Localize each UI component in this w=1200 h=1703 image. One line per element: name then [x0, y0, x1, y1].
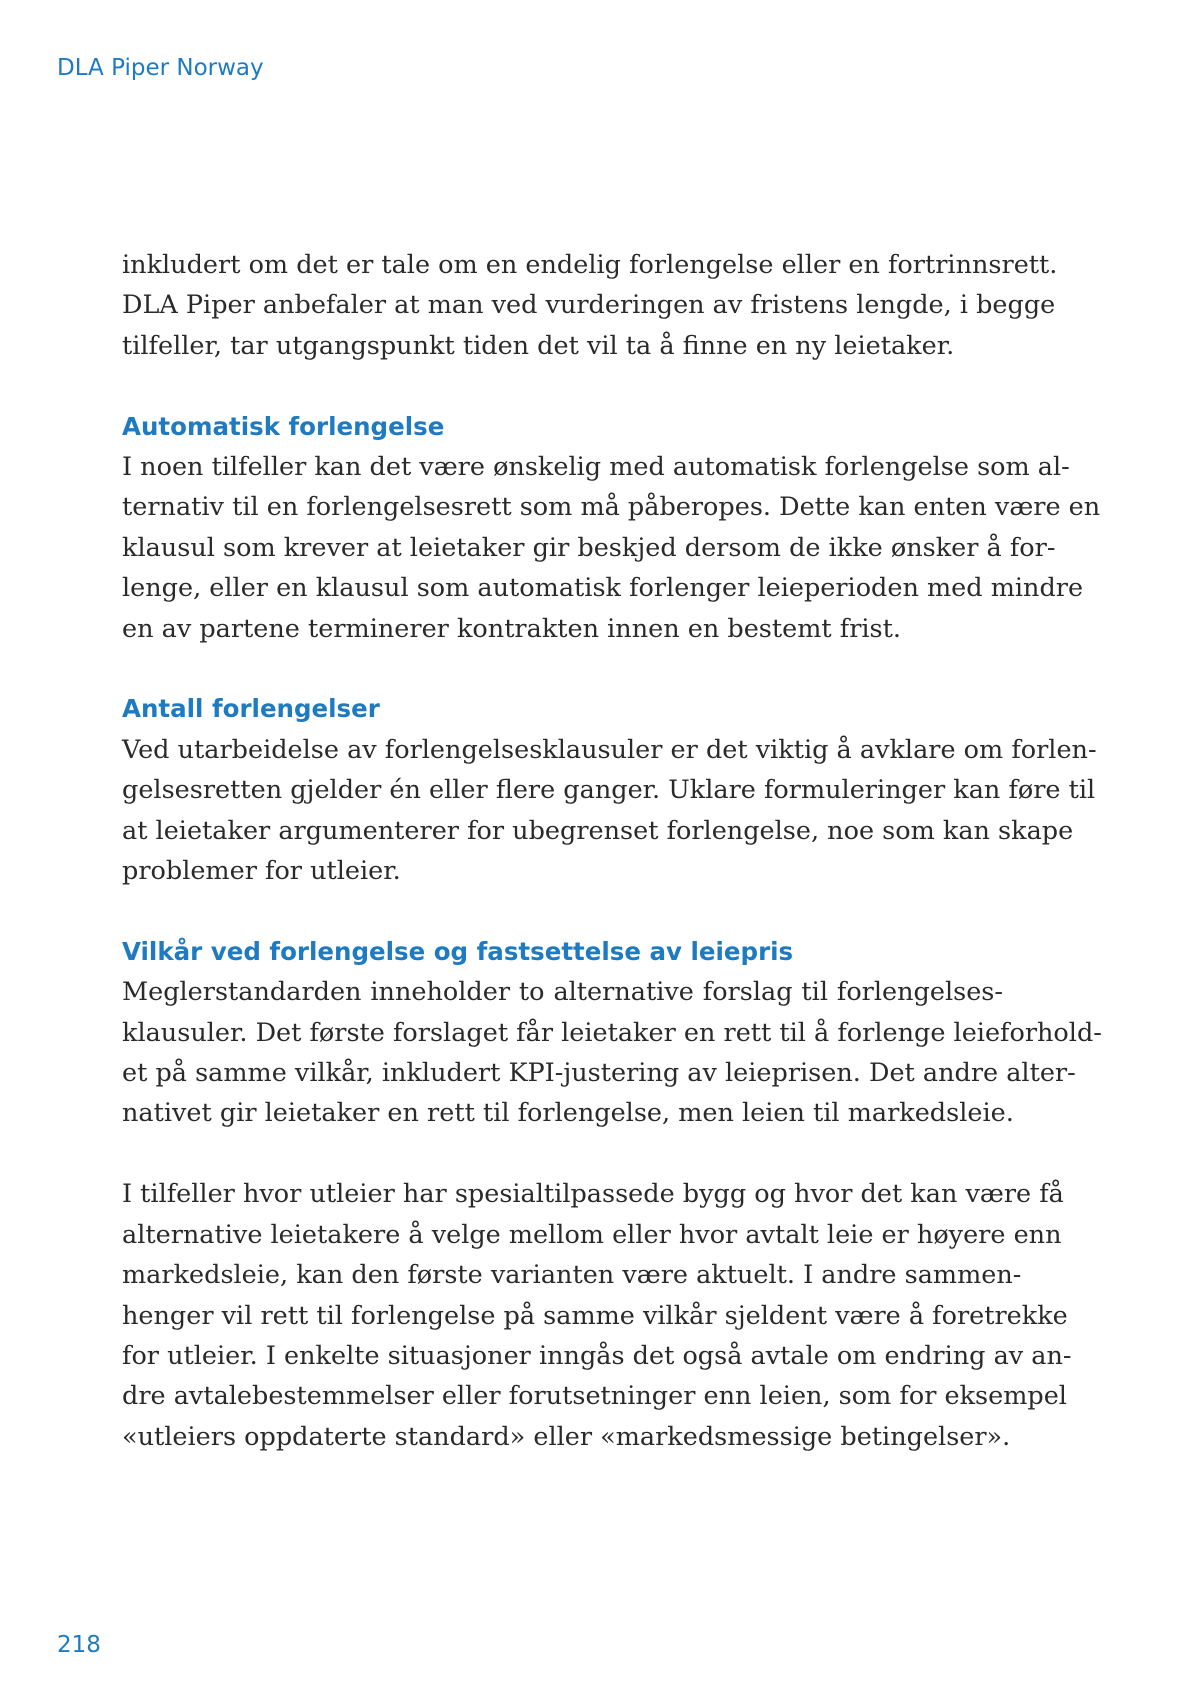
text-line: Meglerstandarden inneholder to alternative forslag til forlengelses-: [122, 977, 1003, 1008]
running-header: DLA Piper Norway: [57, 55, 264, 81]
intro-paragraph: [122, 245, 1058, 366]
text-line: Ved utarbeidelse av forlengelsesklausuler er det viktig å avklare om forlen-: [122, 734, 1097, 765]
text-line: alternative leietakere å velge mellom eller hvor avtalt leie er høyere enn: [122, 1219, 1062, 1250]
text-line: lenge, eller en klausul som automatisk forlenger leieperioden med mindre: [122, 573, 1084, 604]
text-line: «utleiers oppdaterte standard» eller «markedsmessige betingelser».: [122, 1421, 1011, 1452]
text-line: klausul som krever at leietaker gir beskjed dersom de ikke ønsker å for-: [122, 532, 1056, 563]
section-paragraph: [122, 972, 1102, 1134]
section-paragraph: [122, 730, 1097, 892]
section-heading-antall-forlengelser: Antall forlengelser: [122, 694, 380, 724]
text-line: ternativ til en forlengelsesrett som må påberopes. Dette kan enten være en: [122, 492, 1101, 523]
section-heading-automatisk-forlengelse: Automatisk forlengelse: [122, 411, 445, 441]
page-number: 218: [57, 1632, 101, 1658]
section-paragraph: [122, 447, 1101, 649]
text-line: inkludert om det er tale om en endelig forlengelse eller en fortrinnsrett.: [122, 250, 1058, 280]
text-line: gelsesretten gjelder én eller flere ganger. Uklare formuleringer kan føre til: [122, 775, 1096, 806]
text-line: et på samme vilkår, inkludert KPI-justering av leieprisen. Det andre alter-: [122, 1058, 1076, 1089]
text-line: at leietaker argumenterer for ubegrenset forlengelse, noe som kan skape: [122, 815, 1074, 846]
text-line: for utleier. I enkelte situasjoner inngås det også avtale om endring av an-: [122, 1340, 1072, 1371]
page-body: [122, 245, 1102, 1457]
text-line: I noen tilfeller kan det være ønskelig med automatisk forlengelse som al-: [122, 452, 1070, 483]
text-line: tilfeller, tar utgangspunkt tiden det vil ta å finne en ny leietaker.: [122, 330, 955, 361]
section-heading-vilkar-ved-forlengelse: Vilkår ved forlengelse og fastsettelse av leiepris: [122, 936, 794, 966]
text-line: henger vil rett til forlengelse på samme vilkår sjeldent være å foretrekke: [122, 1300, 1068, 1331]
text-line: dre avtalebestemmelser eller forutsetninger enn leien, som for eksempel: [122, 1381, 1067, 1412]
text-line: markedsleie, kan den første varianten være aktuelt. I andre sammen-: [122, 1260, 1022, 1291]
text-line: I tilfeller hvor utleier har spesialtilpassede bygg og hvor det kan være få: [122, 1179, 1064, 1210]
text-line: en av partene terminerer kontrakten innen en bestemt frist.: [122, 613, 901, 644]
text-line: DLA Piper anbefaler at man ved vurderingen av fristens lengde, i begge: [122, 290, 1056, 321]
text-line: klausuler. Det første forslaget får leietaker en rett til å forlenge leieforhold-: [122, 1017, 1102, 1048]
text-line: problemer for utleier.: [122, 856, 401, 887]
text-line: nativet gir leietaker en rett til forlengelse, men leien til markedsleie.: [122, 1098, 1014, 1129]
section-paragraph: [122, 1174, 1072, 1457]
